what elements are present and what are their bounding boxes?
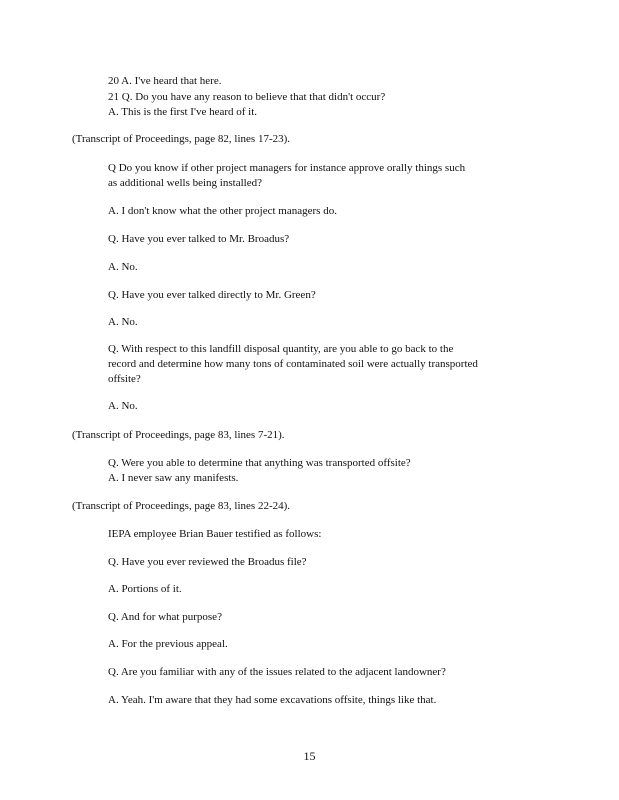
transcript-line: Q. With respect to this landfill disposal quantity, are you able to go back to the: [108, 343, 454, 355]
transcript-line: Q. Have you ever reviewed the Broadus file?: [108, 556, 307, 568]
transcript-line: A. For the previous appeal.: [108, 638, 228, 650]
page-number: 15: [303, 749, 316, 763]
transcript-line: as additional wells being installed?: [108, 177, 262, 189]
transcript-line: Q. Have you ever talked directly to Mr. Green?: [108, 289, 316, 301]
transcript-line: Q Do you know if other project managers for instance approve orally things such: [108, 162, 466, 174]
transcript-line: 20 A. I've heard that here.: [108, 75, 222, 87]
transcript-line: A. Portions of it.: [108, 583, 182, 595]
transcript-line: A. No.: [108, 261, 138, 273]
transcript-line: A. This is the first I've heard of it.: [108, 106, 258, 118]
transcript-citation: (Transcript of Proceedings, page 82, lines 17-23).: [72, 133, 291, 145]
transcript-citation: (Transcript of Proceedings, page 83, lines 7-21).: [72, 429, 285, 441]
transcript-line: A. I never saw any manifests.: [108, 472, 239, 484]
transcript-line: Q. Have you ever talked to Mr. Broadus?: [108, 233, 290, 245]
transcript-intro: IEPA employee Brian Bauer testified as follows:: [108, 528, 322, 540]
transcript-citation: (Transcript of Proceedings, page 83, lines 22-24).: [72, 500, 291, 512]
transcript-line: A. No.: [108, 316, 138, 328]
transcript-line: A. I don't know what the other project managers do.: [108, 205, 337, 217]
transcript-line: Q. Were you able to determine that anything was transported offsite?: [108, 457, 411, 469]
transcript-line: Q. And for what purpose?: [108, 611, 222, 623]
transcript-line: 21 Q. Do you have any reason to believe that that didn't occur?: [108, 91, 386, 103]
transcript-line: Q. Are you familiar with any of the issues related to the adjacent landowner?: [108, 666, 446, 678]
transcript-line: offsite?: [108, 373, 141, 385]
transcript-line: record and determine how many tons of contaminated soil were actually transported: [108, 358, 478, 370]
transcript-line: A. Yeah. I'm aware that they had some excavations offsite, things like that.: [108, 694, 437, 706]
transcript-line: A. No.: [108, 400, 138, 412]
